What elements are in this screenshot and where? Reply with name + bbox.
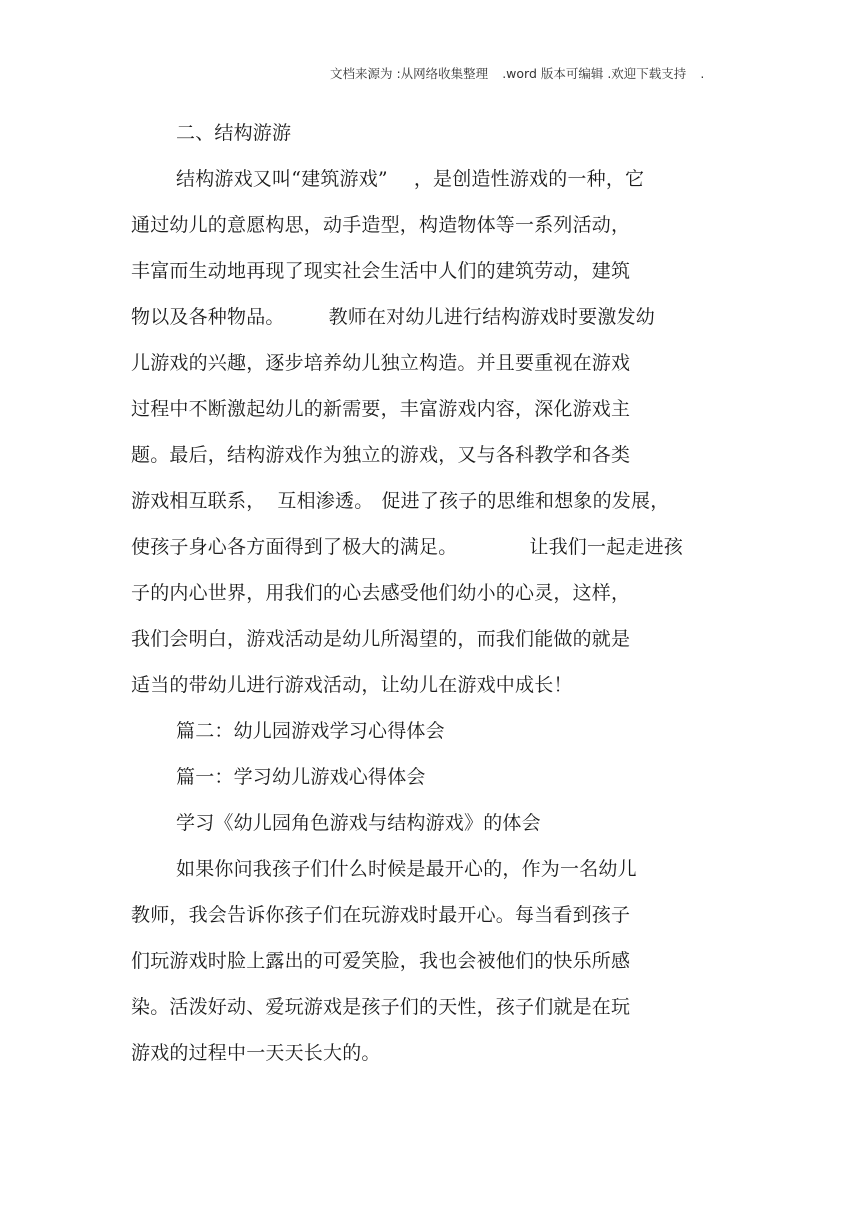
paragraph-line	[131, 670, 573, 697]
text-segment: 结构游戏又叫“建筑游戏”	[176, 168, 388, 190]
paragraph-line	[131, 440, 630, 467]
paragraph-line	[131, 210, 630, 237]
text-segment: 促进了孩子的思维和想象的发展，	[381, 490, 670, 512]
paragraph-line	[131, 394, 630, 421]
paragraph-line	[131, 578, 630, 605]
text-segment: 适当的带幼儿进行游戏活动，让幼儿在游戏中成长！	[131, 674, 573, 696]
header-source-text: 文档来源为 :从网络收集整理	[330, 66, 489, 81]
text-segment: 篇一：学习幼儿游戏心得体会	[176, 766, 426, 788]
article-subheading	[176, 808, 541, 835]
paragraph-line	[131, 486, 669, 513]
header-period: .	[700, 66, 705, 81]
text-segment: 如果你问我孩子们什么时候是最开心的，作为一名幼儿	[176, 858, 637, 880]
text-segment: 教师在对幼儿进行结构游戏时要激发幼	[328, 306, 656, 328]
text-segment: 二、结构游游	[176, 122, 292, 144]
paragraph-line	[176, 854, 637, 881]
text-segment: 子的内心世界，用我们的心去感受他们幼小的心灵，这样，	[131, 582, 631, 604]
text-segment: 们玩游戏时脸上露出的可爱笑脸，我也会被他们的快乐所感	[131, 950, 631, 972]
text-segment: 使孩子身心各方面得到了极大的满足。	[131, 536, 458, 558]
header-edit-text: .word 版本可编辑 .欢迎下载支持	[502, 66, 687, 81]
article-heading	[176, 762, 426, 789]
text-segment: 过程中不断激起幼儿的新需要，丰富游戏内容，深化游戏主	[131, 398, 631, 420]
text-segment: ，是创造性游戏的一种，它	[413, 168, 645, 190]
paragraph-line	[176, 164, 644, 191]
section-heading	[176, 118, 291, 145]
text-segment: 互相渗透。	[277, 490, 374, 512]
text-segment: 教师，我会告诉你孩子们在玩游戏时最开心。每当看到孩子	[131, 904, 631, 926]
text-segment: 游戏相互联系，	[131, 490, 266, 512]
text-segment: 题。最后，结构游戏作为独立的游戏，又与各科教学和各类	[131, 444, 631, 466]
text-segment: 丰富而生动地再现了现实社会生活中人们的建筑劳动，建筑	[131, 260, 631, 282]
page-header	[330, 64, 704, 82]
article-heading	[176, 716, 445, 743]
text-segment: 让我们一起走进孩	[529, 536, 684, 558]
text-segment: 游戏的过程中一天天长大的。	[131, 1042, 381, 1064]
text-segment: 篇二：幼儿园游戏学习心得体会	[176, 720, 445, 742]
paragraph-line	[131, 1038, 381, 1065]
paragraph-line	[131, 348, 630, 375]
paragraph-line	[131, 256, 630, 283]
text-segment: 我们会明白，游戏活动是幼儿所渴望的，而我们能做的就是	[131, 628, 631, 650]
text-segment: 学习《幼儿园角色游戏与结构游戏》的体会	[176, 812, 541, 834]
paragraph-line	[131, 900, 630, 927]
text-segment: 染。活泼好动、爱玩游戏是孩子们的天性，孩子们就是在玩	[131, 996, 631, 1018]
paragraph-line	[131, 302, 655, 329]
text-segment: 通过幼儿的意愿构思，动手造型，构造物体等一系列活动，	[131, 214, 631, 236]
paragraph-line	[131, 532, 683, 559]
paragraph-line	[131, 992, 630, 1019]
paragraph-line	[131, 946, 630, 973]
text-segment: 儿游戏的兴趣，逐步培养幼儿独立构造。并且要重视在游戏	[131, 352, 631, 374]
paragraph-line	[131, 624, 630, 651]
text-segment: 物以及各种物品。	[131, 306, 285, 328]
